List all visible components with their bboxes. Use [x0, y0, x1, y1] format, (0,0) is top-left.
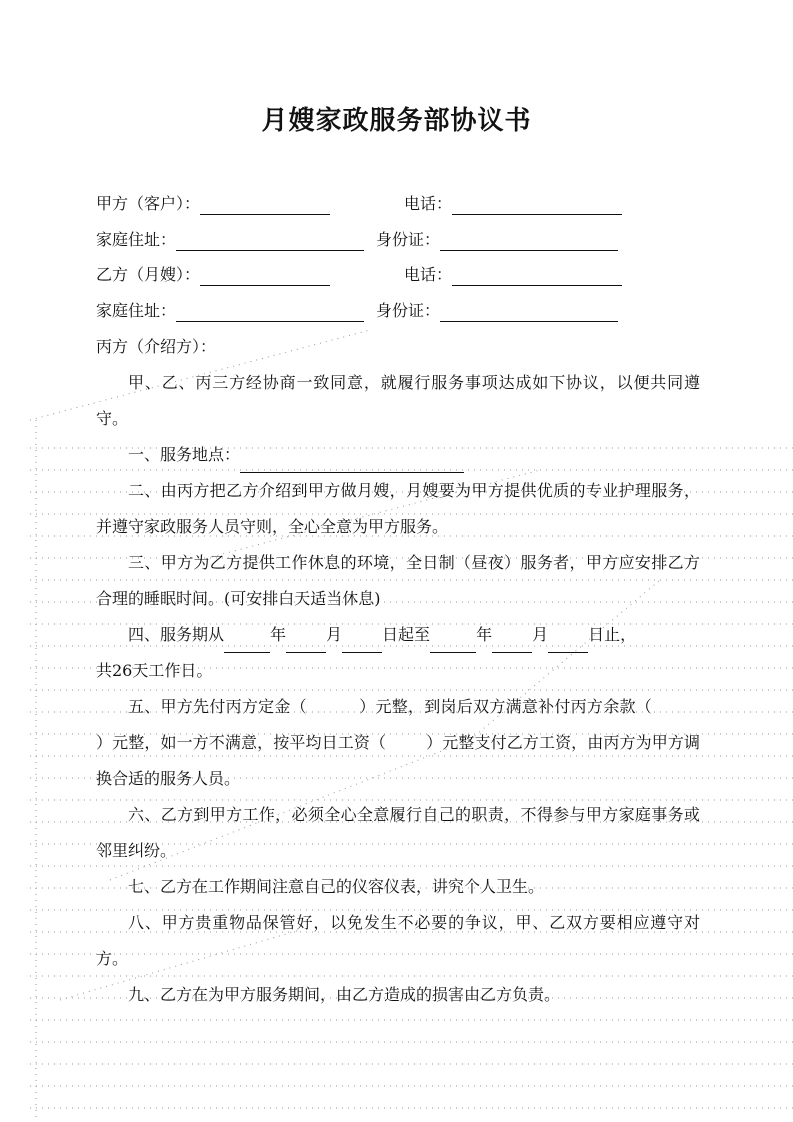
start-year-blank[interactable]	[224, 634, 270, 653]
end-year-blank[interactable]	[430, 634, 476, 653]
end-day-blank[interactable]	[548, 634, 588, 653]
clause-5-part-a: 五、甲方先付丙方定金（	[128, 697, 307, 716]
id-a-blank[interactable]	[440, 232, 618, 251]
end-month-label: 月	[532, 625, 549, 644]
clause-4-continuation: 共26天工作日。	[96, 661, 213, 680]
document-title: 月嫂家政服务部协议书	[261, 106, 532, 136]
address-b-line	[96, 300, 364, 322]
id-a-line	[376, 229, 618, 251]
clause-4	[96, 617, 700, 653]
clause-7: 七、乙方在工作期间注意自己的仪容仪表，讲究个人卫生。	[128, 877, 545, 896]
id-b-blank[interactable]	[440, 303, 618, 322]
party-b-label: 乙方（月嫂）：	[96, 265, 201, 284]
start-day-label: 日起至	[382, 625, 431, 644]
address-a-label: 家庭住址：	[96, 230, 177, 249]
address-b-label: 家庭住址：	[96, 301, 177, 320]
service-location-blank[interactable]	[240, 454, 464, 473]
start-day-blank[interactable]	[342, 634, 382, 653]
clause-6: 六、乙方到甲方工作，必须全心全意履行自己的职责，不得参与甲方家庭事务或邻里纠纷。	[96, 805, 700, 860]
phone-a-line	[404, 193, 622, 215]
clause-5-part-b: ）元整，到岗后双方满意补付丙方余款（	[358, 697, 652, 716]
clause-3: 三、甲方为乙方提供工作休息的环境，全日制（昼夜）服务者，甲方应安排乙方合理的睡眠时间。(可安排白天适当休息)	[96, 553, 700, 608]
end-month-blank[interactable]	[492, 634, 532, 653]
clause-8: 八、甲方贵重物品保管好，以免发生不必要的争议，甲、乙双方要相应遵守对方。	[96, 913, 700, 968]
clause-5-part-c: ）元整，如一方不满意，按平均日工资（	[96, 733, 387, 752]
id-b-label: 身份证：	[376, 301, 441, 320]
clause-4-prefix: 四、服务期从	[128, 625, 225, 644]
party-a-blank[interactable]	[200, 196, 330, 215]
address-a-line	[96, 229, 364, 251]
end-day-label: 日止，	[588, 625, 637, 644]
intro-paragraph: 甲、乙、丙三方经协商一致同意，就履行服务事项达成如下协议，以便共同遵守。	[96, 373, 700, 428]
clause-2: 二、由丙方把乙方介绍到甲方做月嫂，月嫂要为甲方提供优质的专业护理服务，并遵守家政服务人员守则，全心全意为甲方服务。	[96, 481, 700, 536]
party-a-line	[96, 193, 330, 215]
phone-b-line	[404, 264, 622, 286]
party-a-label: 甲方（客户）：	[96, 194, 201, 213]
party-c-label: 丙方（介绍方）：	[96, 337, 217, 356]
party-b-line	[96, 264, 330, 286]
start-year-label: 年	[270, 625, 287, 644]
phone-b-blank[interactable]	[452, 267, 622, 286]
phone-a-label: 电话：	[404, 194, 453, 213]
clause-5-part-d: ）元整支付乙方工资，由丙方为甲方调换合适的服务人员。	[96, 733, 700, 788]
phone-a-blank[interactable]	[452, 196, 622, 215]
start-month-blank[interactable]	[286, 634, 326, 653]
clause-1	[96, 437, 700, 473]
party-c-line	[96, 336, 216, 358]
id-b-line	[376, 300, 618, 322]
clause-9: 九、乙方在为甲方服务期间，由乙方造成的损害由乙方负责。	[128, 985, 561, 1004]
start-month-label: 月	[326, 625, 343, 644]
address-b-blank[interactable]	[176, 303, 364, 322]
party-b-blank[interactable]	[200, 267, 330, 286]
address-a-blank[interactable]	[176, 232, 364, 251]
phone-b-label: 电话：	[404, 265, 453, 284]
clause-1-label: 一、服务地点：	[128, 445, 241, 464]
clause-5	[96, 689, 700, 797]
end-year-label: 年	[476, 625, 493, 644]
id-a-label: 身份证：	[376, 230, 441, 249]
